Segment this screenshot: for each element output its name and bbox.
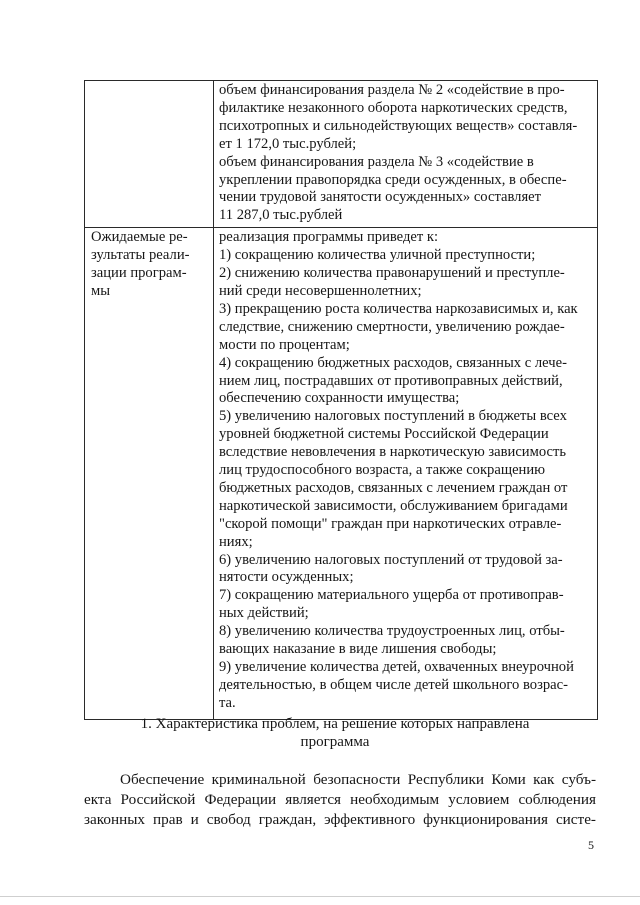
text-line: ных действий; <box>219 605 309 622</box>
table-row-expected-results <box>85 228 598 719</box>
text-line: объем финансирования раздела № 2 «содействие в про- <box>219 82 565 98</box>
text-line: ет 1 172,0 тыс.рублей; <box>219 135 357 152</box>
text-line: 1) сокращению количества уличной преступности; <box>219 247 536 264</box>
text-line: 2) снижению количества правонарушений и преступле- <box>219 265 565 282</box>
program-passport-table <box>84 80 598 720</box>
body-paragraph <box>84 770 596 830</box>
section-heading-line: программа <box>300 734 370 750</box>
section-heading <box>100 715 570 751</box>
text-line: вследствие невовлечения в наркотическую зависимость <box>219 444 567 461</box>
text-line: следствие, снижению смертности, увеличению рождае- <box>219 318 565 335</box>
text-line: нием лиц, пострадавших от противоправных действий, <box>219 372 563 389</box>
text-line: ний среди несовершеннолетних; <box>219 282 422 299</box>
text-line: ниях; <box>219 533 253 550</box>
text-line: лиц трудоспособного возраста, а также сокращению <box>219 462 546 479</box>
table-row-financing <box>85 81 598 228</box>
text-line: 7) сокращению материального ущерба от противоправ- <box>219 587 564 604</box>
text-line: мости по процентам; <box>219 336 350 353</box>
text-line: 5) увеличению налоговых поступлений в бюджеты всех <box>219 408 567 425</box>
text-line: деятельностью, в общем числе детей школьного возрас- <box>219 676 568 693</box>
text-line: объем финансирования раздела № 3 «содействие в <box>219 153 534 170</box>
text-line: укреплении правопорядка среди осужденных, в обеспе- <box>219 171 567 188</box>
paragraph-line: законных прав и свобод граждан, эффективного функционирования систе- <box>84 811 596 828</box>
text-line: 4) сокращению бюджетных расходов, связанных с лече- <box>219 354 567 371</box>
text-line: та. <box>219 694 236 711</box>
text-line: 6) увеличению налоговых поступлений от трудовой за- <box>219 551 563 568</box>
text-line: обеспечению сохранности имущества; <box>219 390 460 407</box>
text-line: реализация программы приведет к: <box>219 229 439 246</box>
label-line: зультаты реали- <box>91 247 190 264</box>
text-line: психотропных и сильнодействующих веществ» составля- <box>219 117 578 134</box>
text-line: чении трудовой занятости осужденных» составляет <box>219 189 542 206</box>
section-heading-line: 1. Характеристика проблем, на решение которых направлена <box>140 716 530 732</box>
label-line: Ожидаемые ре- <box>91 229 188 246</box>
scan-edge-line <box>0 896 640 897</box>
text-line: филактике незаконного оборота наркотических средств, <box>219 99 568 116</box>
text-line: бюджетных расходов, связанных с лечением граждан от <box>219 479 568 496</box>
text-line: 9) увеличение количества детей, охваченных внеурочной <box>219 659 574 675</box>
text-line: нятости осужденных; <box>219 569 354 586</box>
text-line: 11 287,0 тыс.рублей <box>219 207 343 224</box>
page-number: 5 <box>588 838 594 852</box>
text-line: "скорой помощи" граждан при наркотических отравле- <box>219 515 562 532</box>
text-line: наркотической зависимости, обслуживанием бригадами <box>219 497 568 514</box>
label-line: мы <box>91 282 111 299</box>
text-line: вающих наказание в виде лишения свободы; <box>219 641 497 658</box>
row2-label-cell <box>85 228 214 719</box>
paragraph-line: Обеспечение криминальной безопасности Республики Коми как субъ- <box>120 771 596 788</box>
text-line: 3) прекращению роста количества наркозависимых и, как <box>219 300 578 317</box>
row2-value-cell <box>214 228 598 719</box>
row1-label-cell <box>85 81 214 228</box>
label-line: зации програм- <box>91 265 187 282</box>
text-line: уровней бюджетной системы Российской Федерации <box>219 426 549 443</box>
paragraph-line: екта Российской Федерации является необходимым условием соблюдения <box>84 791 596 808</box>
row1-value-cell <box>214 81 598 228</box>
text-line: 8) увеличению количества трудоустроенных лиц, отбы- <box>219 623 565 640</box>
